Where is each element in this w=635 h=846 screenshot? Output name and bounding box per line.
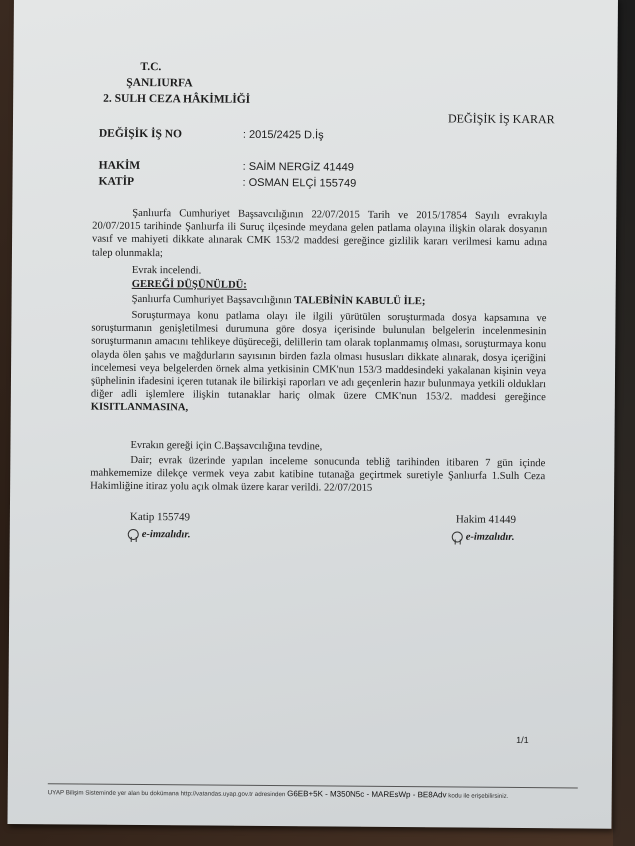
footer-notice-end: kodu ile erişebilirsiniz. — [448, 792, 509, 800]
e-signature-icon — [128, 529, 139, 540]
restriction-text: Soruşturmaya konu patlama olayı ile ilgili yürütülen soruşturmada dosya kapsamına ve soruşturmanın genişletilmesi durumuna göre dosya içerisinde bulunulan belgelerin incelenmesinin soruşturmanın amacını tehlikeye düşüreceği, delillerin tam olarak toplanmamış olması, soruşturmaya konu olayda ölen şahıs ve mağdurların sayısının birden fazla olması hususları dikkate alınarak, dosya içeriğini incelemesi veya belgelerden örnek alma yetkisinin CMK'nun 153/3 maddesindeki yakalanan kişinin veya şüphelinin ifadesini içeren tutanak ile bilirkişi raporları ve adı geçenlerin hazır bulunmaya yetkili oldukları diğer adli işlemlere ilişkin tutanaklar hariç olmak üzere CMK'nun 153/2. maddesi gereğince — [90, 309, 547, 404]
header-court: 2. SULH CEZA HÂKİMLİĞİ — [103, 92, 251, 106]
judge-signature-label: Hakim 41449 — [455, 513, 517, 526]
case-number-value: : 2015/2425 D.İş — [242, 128, 324, 142]
judge-esign-text: e-imzalıdır. — [465, 531, 515, 543]
paragraph-request: Şanlıurfa Cumhuriyet Başsavcılığının 22/07/2015 Tarih ve 2015/17854 Sayılı evrakıyla 20/07/2015 tarihinde Şanlıurfa ili Suruç ilçesinde meydana gelen patlama olayına ilişkin olarak dosyanın vasıf ve mahiyeti dikkate alınarak CMK 153/2 maddesi gereğince gizlilik kararı verilmesi kamu adına talep olunmakla; — [91, 207, 548, 259]
judge-value: : SAİM NERGİZ 41449 — [242, 160, 354, 174]
paragraph-restriction — [91, 309, 547, 418]
document-type: DEĞİŞİK İŞ KARAR — [447, 111, 555, 127]
header-tc: T.C. — [140, 60, 162, 74]
judge-label: HAKİM — [98, 159, 141, 172]
restriction-verdict: KISITLANMASINA, — [90, 402, 189, 414]
court-document — [7, 0, 618, 829]
paragraph-referral: Evrakın gereği için C.Başsavcılığına tevdine, — [130, 439, 323, 453]
paragraph-decision-heading: GEREĞİ DÜŞÜNÜLDÜ: — [131, 278, 247, 291]
clerk-signature-label: Katip 155749 — [129, 510, 191, 524]
footer — [48, 787, 578, 800]
acceptance-bold: TALEBİNİN KABULÜ İLE; — [294, 295, 426, 308]
paragraph-examined: Evrak incelendi. — [131, 264, 202, 277]
header-city: ŞANLIURFA — [126, 76, 193, 90]
footer-codes: G6EB+5K - M350N5c - MAREsWp - BE8Adv — [287, 789, 447, 800]
clerk-value: : OSMAN ELÇİ 155749 — [242, 176, 357, 190]
case-number-label: DEĞİŞİK İŞ NO — [98, 127, 183, 141]
page-number: 1/1 — [516, 734, 529, 746]
clerk-esign-text: e-imzalıdır. — [141, 529, 191, 541]
clerk-esign — [128, 529, 191, 541]
clerk-label: KATİP — [98, 175, 135, 188]
e-signature-icon — [452, 532, 463, 543]
footer-notice: UYAP Bilişim Sisteminde yer alan bu dokümana http://vatandas.uyap.gov.tr adresinden — [47, 789, 286, 799]
acceptance-text: Şanlıurfa Cumhuriyet Başsavcılığının — [131, 293, 295, 307]
judge-esign — [452, 531, 515, 543]
paragraph-acceptance — [92, 293, 547, 310]
paragraph-appeal: Dair; evrak üzerinde yapılan inceleme sonucunda tebliğ tarihinden itibaren 7 gün içinde mahkememize dilekçe vermek veya zabıt katibine tutanağa geçirtmek suretiyle Şanlıurfa 1.Sulh Ceza Hakimliğine itiraz yolu açık olmak üzere karar verildi. 22/07/2015 — [90, 454, 546, 495]
